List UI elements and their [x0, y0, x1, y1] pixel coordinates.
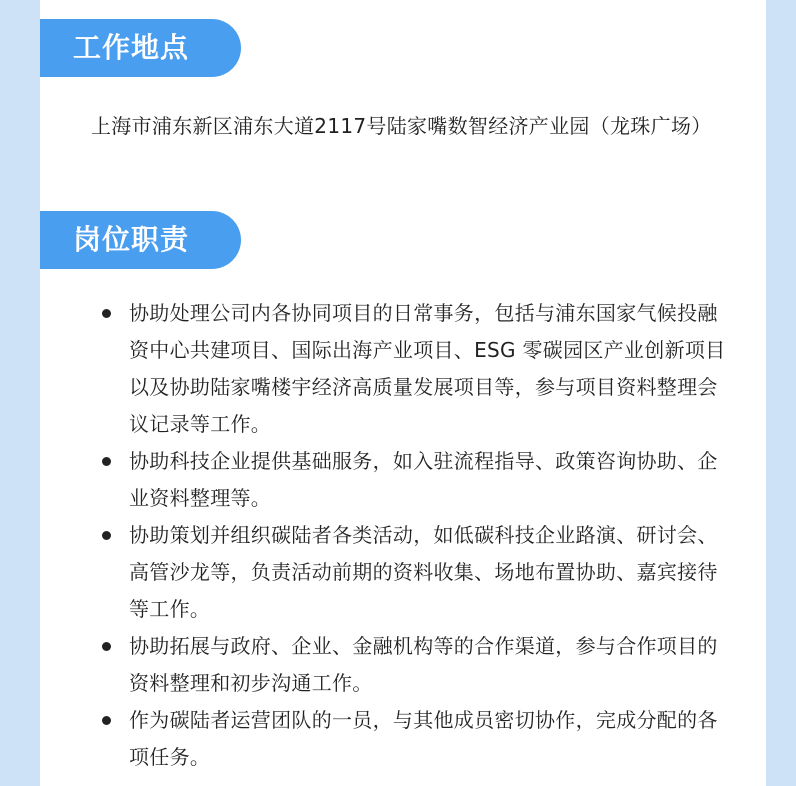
duty-text: 协助策划并组织碳陆者各类活动，如低碳科技企业路演、研讨会、高管沙龙等，负责活动前期的资料收集、场地布置协助、嘉宾接待等工作。 — [129, 523, 718, 621]
duty-text: 协助科技企业提供基础服务，如入驻流程指导、政策咨询协助、企业资料整理等。 — [129, 449, 718, 510]
duty-item — [91, 628, 731, 702]
duty-item — [91, 702, 731, 776]
duty-text: 协助处理公司内各协同项目的日常事务，包括与浦东国家气候投融资中心共建项目、国际出海产业项目、ESG 零碳园区产业创新项目以及协助陆家嘴楼宇经济高质量发展项目等，参与项目资料整理会议记录等工作。 — [129, 301, 726, 436]
duty-text: 协助拓展与政府、企业、金融机构等的合作渠道，参与合作项目的资料整理和初步沟通工作。 — [129, 634, 718, 695]
duty-item — [91, 443, 731, 517]
duty-list — [91, 295, 731, 776]
work-address: 上海市浦东新区浦东大道2117号陆家嘴数智经济产业园（龙珠广场） — [91, 114, 712, 138]
bullet-icon — [102, 457, 111, 466]
section-title-duties: 岗位职责 — [40, 211, 241, 269]
duty-text: 作为碳陆者运营团队的一员，与其他成员密切协作，完成分配的各项任务。 — [129, 708, 718, 769]
bullet-icon — [102, 642, 111, 651]
section-title-location: 工作地点 — [40, 19, 241, 77]
bullet-icon — [102, 716, 111, 725]
duty-item — [91, 295, 731, 443]
duty-item — [91, 517, 731, 628]
bullet-icon — [102, 531, 111, 540]
bullet-icon — [102, 309, 111, 318]
content-card — [40, 0, 766, 786]
